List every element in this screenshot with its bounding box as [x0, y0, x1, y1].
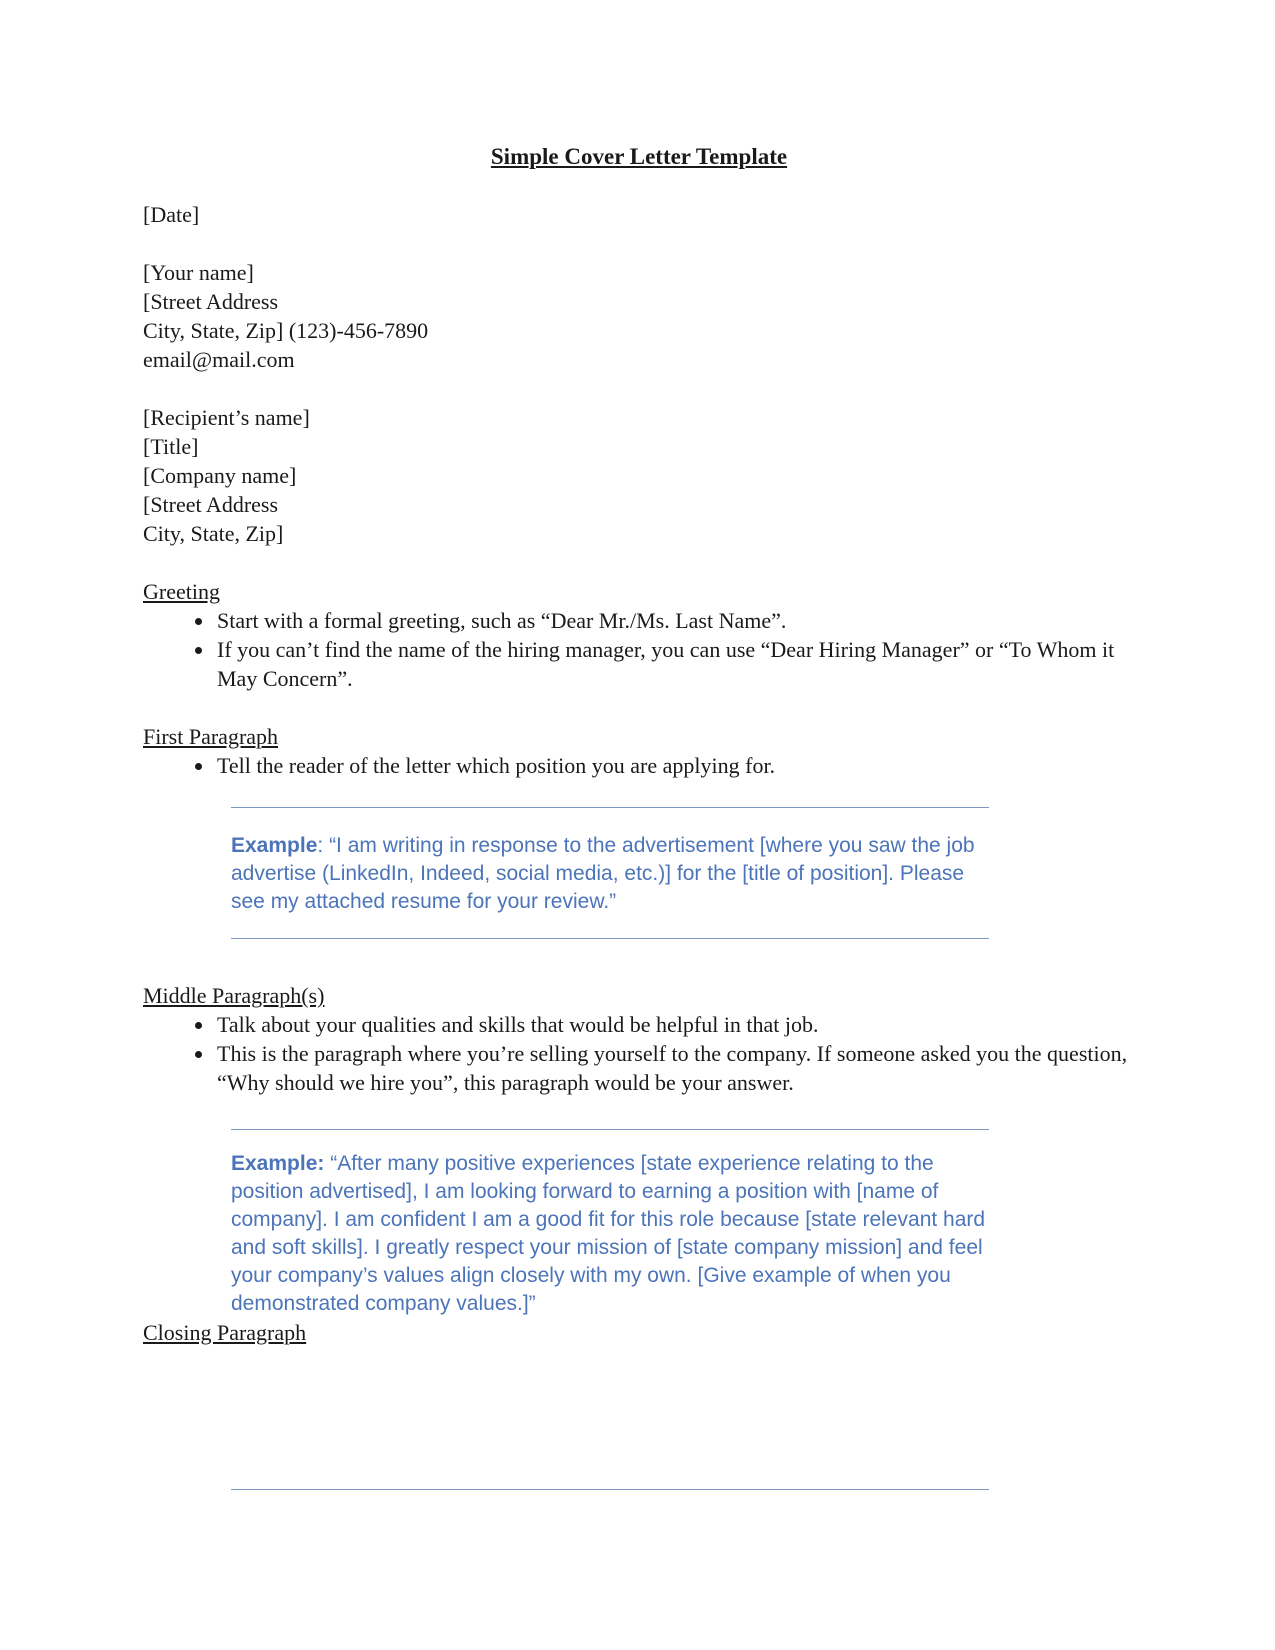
sender-address-block	[143, 258, 1135, 374]
example-label: Example:	[231, 1152, 325, 1175]
middle-paragraph-section	[143, 981, 1135, 1097]
recipient-company-line: [Company name]	[143, 463, 297, 488]
example-label-colon: :	[317, 834, 330, 857]
middle-paragraph-bullet-list	[143, 1010, 1135, 1097]
greeting-bullet-item: • Start with a formal greeting, such as “Dear Mr./Ms. Last Name”.	[215, 606, 1135, 635]
document-title: Simple Cover Letter Template	[490, 144, 788, 169]
example-label: Example	[231, 834, 318, 857]
example2-top-divider	[231, 1129, 989, 1130]
example3-top-divider	[231, 1489, 989, 1490]
middle-paragraph-bullet-item: • This is the paragraph where you’re selling yourself to the company. If someone asked you the question, “Why should we hire you”, this paragraph would be your answer.	[215, 1039, 1135, 1097]
recipient-title-line: [Title]	[143, 434, 199, 459]
first-paragraph-bullet-list	[143, 751, 1135, 780]
recipient-city-line: City, State, Zip]	[143, 521, 284, 546]
first-paragraph-section	[143, 722, 1135, 780]
recipient-address-block	[143, 403, 1135, 548]
greeting-heading: Greeting	[143, 579, 220, 604]
greeting-bullet-list	[143, 606, 1135, 693]
greeting-bullet-item: • If you can’t find the name of the hiring manager, you can use “Dear Hiring Manager” or “To Whom it May Concern”.	[215, 635, 1135, 693]
sender-email-line: email@mail.com	[143, 347, 295, 372]
recipient-name-line: [Recipient’s name]	[143, 405, 310, 430]
middle-paragraph-bullet-item: • Talk about your qualities and skills that would be helpful in that job.	[215, 1010, 1135, 1039]
sender-street-line: [Street Address	[143, 289, 279, 314]
closing-paragraph-section	[143, 1318, 1135, 1347]
closing-paragraph-heading: Closing Paragraph	[143, 1320, 307, 1345]
greeting-section	[143, 577, 1135, 693]
first-paragraph-bullet-item: • Tell the reader of the letter which position you are applying for.	[215, 751, 1135, 780]
example-block-middle-paragraph	[231, 1150, 989, 1318]
sender-city-phone-line: City, State, Zip] (123)-456-7890	[143, 318, 429, 343]
example-text: “I am writing in response to the advertisement [where you saw the job advertise (LinkedIn, Indeed, social media, etc.)] for the [title of position]. Please see my attached resume for your review.”	[231, 834, 975, 913]
date-placeholder: [Date]	[143, 202, 200, 227]
recipient-street-line: [Street Address	[143, 492, 279, 517]
sender-name-line: [Your name]	[143, 260, 254, 285]
example-bottom-divider	[231, 938, 989, 939]
first-paragraph-heading: First Paragraph	[143, 724, 279, 749]
example-text: “After many positive experiences [state experience relating to the position advertised], I am looking forward to earning a position with [name of company]. I am confident I am a good fit for this role because [state relevant hard and soft skills]. I greatly respect your mission of [state company mission] and feel your company’s values align closely with my own. [Give example of when you demonstrated company values.]”	[231, 1152, 986, 1315]
middle-paragraph-heading: Middle Paragraph(s)	[143, 983, 325, 1008]
example-block-first-paragraph	[231, 832, 989, 916]
example-top-divider	[231, 807, 989, 808]
